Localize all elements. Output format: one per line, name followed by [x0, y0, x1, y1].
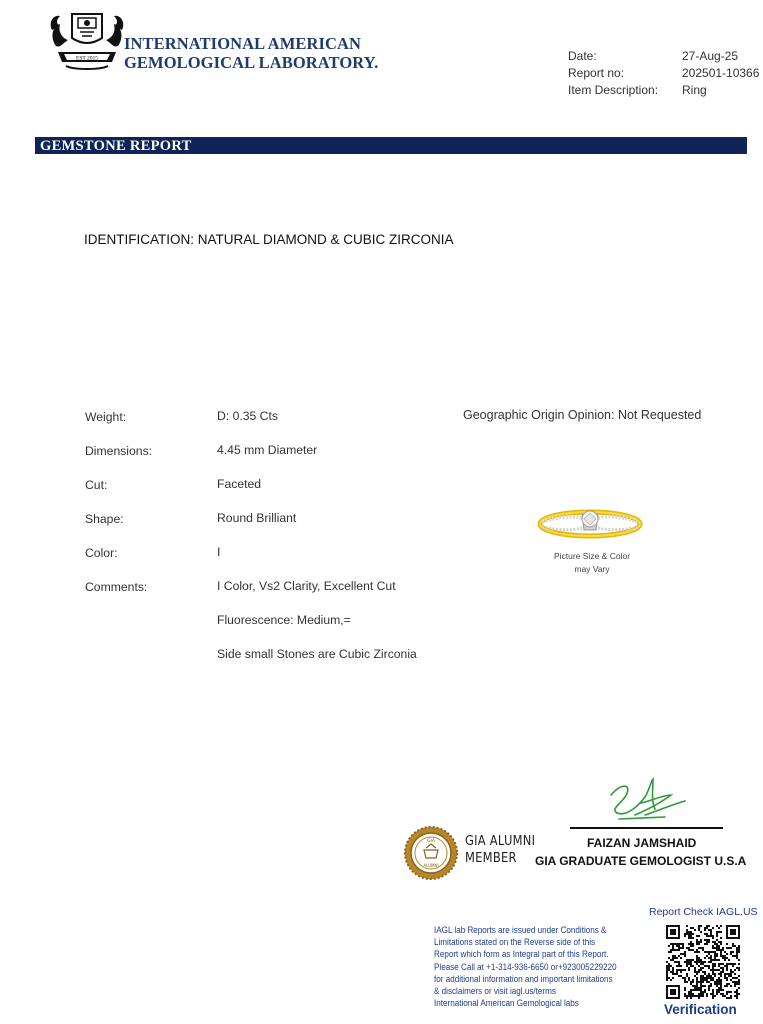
picture-note-line1: Picture Size & Color: [553, 551, 631, 561]
fluorescence-comment: Fluorescence: Medium,=: [217, 613, 351, 627]
ring-image: [536, 500, 644, 544]
lab-name-line2: GEMOLOGICAL LABORATORY.: [124, 53, 379, 72]
comments-value: I Color, Vs2 Clarity, Excellent Cut: [217, 579, 396, 593]
logo-est-text: EST 2015: [75, 55, 99, 62]
signature-line: [570, 827, 723, 829]
cut-label: Cut:: [85, 478, 108, 492]
gemstone-report-banner: [35, 137, 747, 154]
color-label: Color:: [85, 546, 118, 560]
report-check-link[interactable]: Report Check IAGL.US: [649, 906, 758, 918]
cut-value: Faceted: [217, 477, 262, 491]
weight-label: Weight:: [85, 410, 127, 424]
banner-title: GEMSTONE REPORT: [40, 138, 192, 154]
shape-value: Round Brilliant: [217, 511, 297, 525]
verification-qr-code[interactable]: [666, 925, 740, 999]
svg-text:GIA: GIA: [427, 839, 435, 844]
date-label: Date:: [568, 49, 597, 63]
signature: [605, 775, 691, 823]
geographic-origin: Geographic Origin Opinion: Not Requested: [463, 408, 702, 422]
picture-note-line2: may Vary: [574, 564, 610, 574]
dimensions-value: 4.45 mm Diameter: [217, 443, 318, 457]
identification-line: IDENTIFICATION: NATURAL DIAMOND & CUBIC ZIRCONIA: [84, 232, 454, 247]
lab-name-line1: INTERNATIONAL AMERICAN: [124, 34, 362, 53]
disclaimer-line: IAGL lab Reports are issued under Conditions &: [434, 925, 607, 935]
item-description-value: Ring: [682, 83, 707, 97]
report-no-value: 202501-10366: [682, 66, 760, 80]
disclaimer-line: Please Call at +1-314-936-6650 or+923005229220: [434, 961, 617, 972]
gia-member-text: MEMBER: [465, 850, 517, 866]
side-stones-comment: Side small Stones are Cubic Zirconia: [217, 647, 417, 661]
color-value: I: [217, 545, 221, 559]
disclaimer-line: International American Gemological labs: [434, 998, 579, 1009]
gia-alumni-seal: [404, 826, 458, 880]
shape-label: Shape:: [85, 512, 124, 526]
item-description-label: Item Description:: [568, 83, 659, 97]
disclaimer-line: & disclaimers or visit iagl.us/terms: [434, 986, 556, 997]
disclaimer-line: Limitations stated on the Reverse side of this: [434, 937, 596, 948]
comments-label: Comments:: [85, 580, 148, 594]
laboratory-logo: [48, 8, 126, 74]
disclaimer: [434, 924, 659, 1009]
weight-value: D: 0.35 Cts: [217, 409, 278, 423]
date-value: 27-Aug-25: [682, 49, 739, 63]
disclaimer-line: for additional information and important limitations: [434, 973, 613, 984]
disclaimer-line: Report which form as Integral part of this Report.: [434, 949, 609, 960]
gia-alumni-text: GIA ALUMNI: [465, 833, 536, 849]
dimensions-label: Dimensions:: [85, 444, 153, 458]
verification-label: Verification: [664, 1002, 737, 1017]
signatory-title: GIA GRADUATE GEMOLOGIST U.S.A: [535, 854, 747, 868]
svg-text:ALUMNI: ALUMNI: [423, 863, 439, 868]
signatory-name: FAIZAN JAMSHAID: [587, 836, 697, 850]
report-no-label: Report no:: [568, 66, 625, 80]
